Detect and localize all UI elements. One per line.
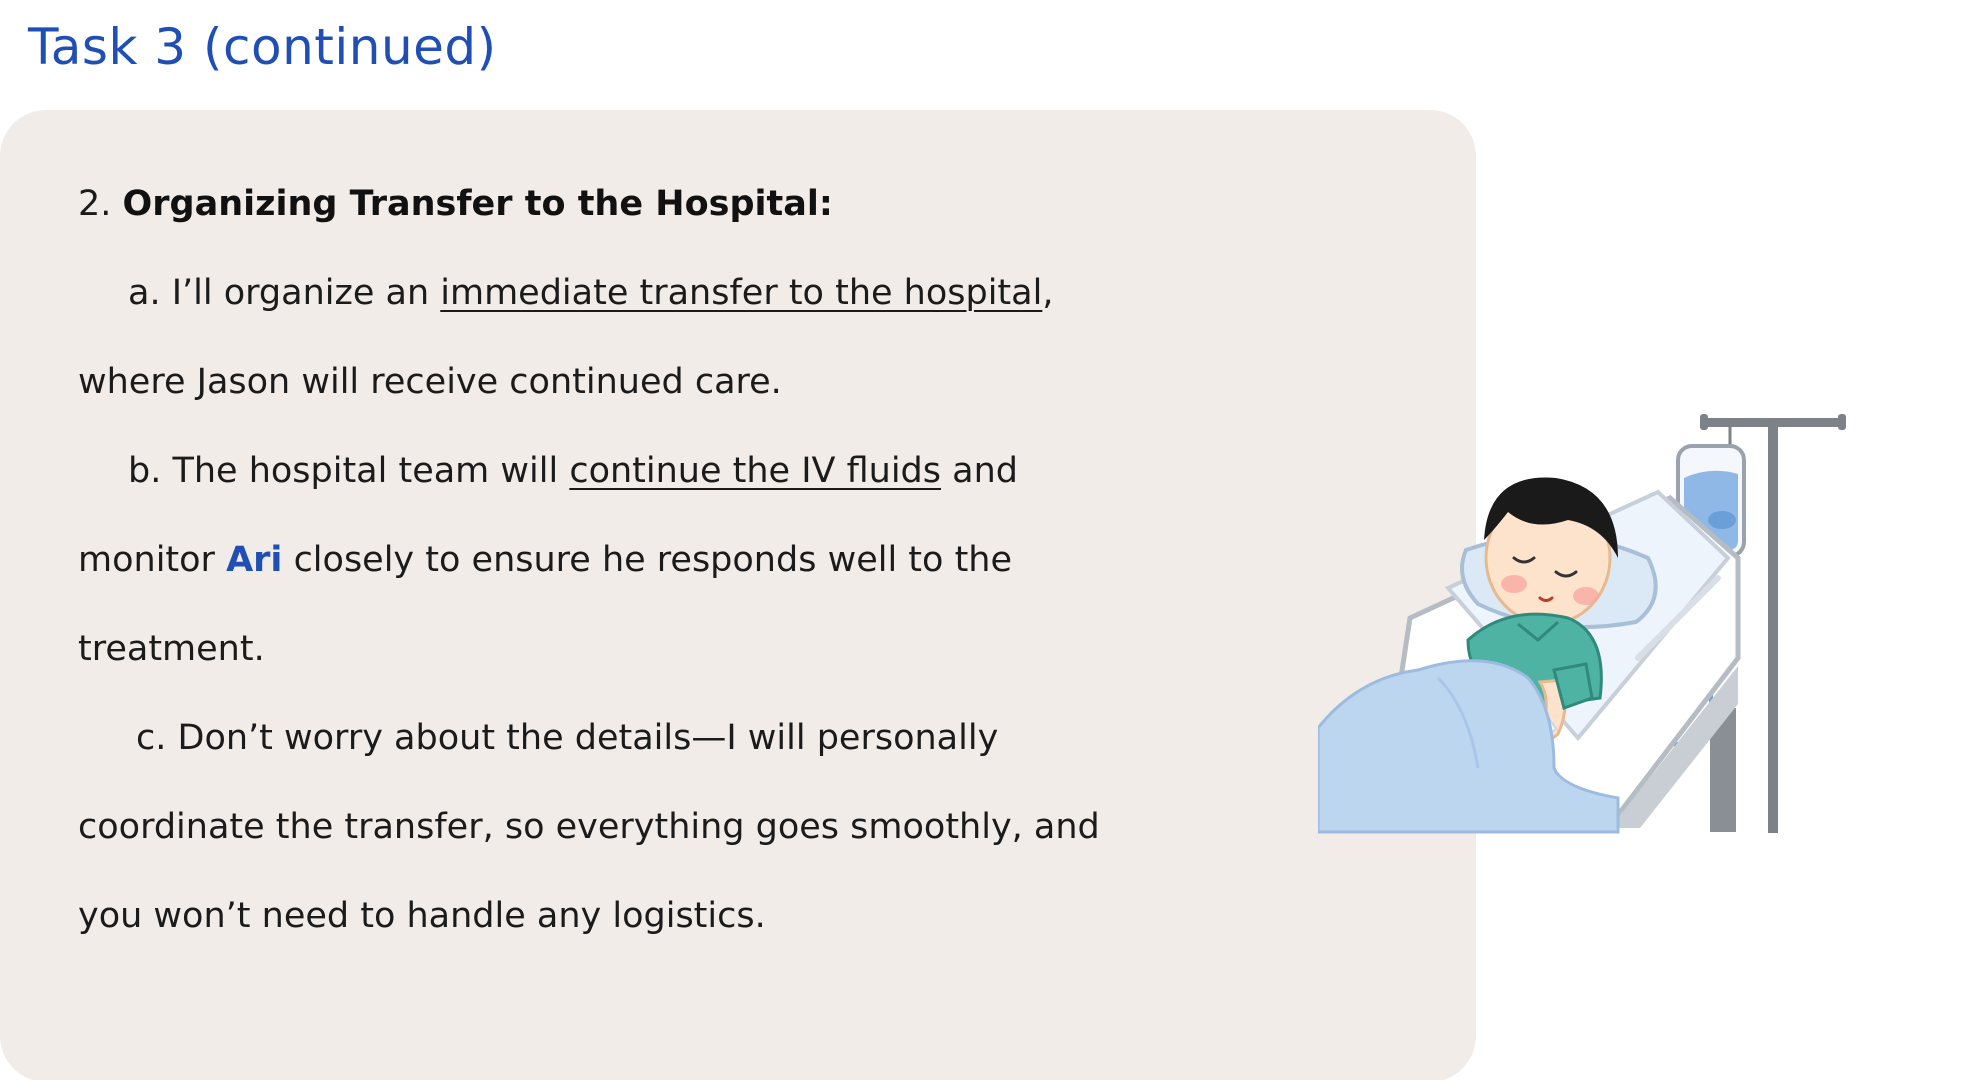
item-b-line-3: treatment. — [78, 629, 265, 669]
item-b-line-1 — [78, 427, 1278, 516]
item-c-line-1: c. Don’t worry about the details—I will personally — [136, 718, 999, 758]
item-a-underlined: immediate transfer to the hospital — [440, 273, 1043, 313]
item-b-prefix: b. The hospital team will — [128, 451, 570, 491]
item-a-line-2: where Jason will receive continued care. — [78, 362, 782, 402]
page-title: Task 3 (continued) — [28, 18, 497, 76]
item-b-line2-prefix: monitor — [78, 540, 227, 580]
patient-name: Ari — [226, 540, 283, 580]
section-number: 2. — [78, 184, 112, 224]
section-heading-text: Organizing Transfer to the Hospital: — [122, 184, 833, 224]
item-b-line-2 — [78, 516, 1278, 605]
item-a-prefix: a. I’ll organize an — [128, 273, 441, 313]
item-a-line-1 — [78, 249, 1278, 338]
content-body — [78, 160, 1278, 961]
item-b-suffix: and — [941, 451, 1018, 491]
item-b-line2-suffix: closely to ensure he responds well to the — [282, 540, 1013, 580]
section-heading — [78, 160, 1278, 249]
item-b-underlined: continue the IV fluids — [569, 451, 941, 491]
item-a-suffix: , — [1042, 273, 1054, 313]
item-c-line-2: coordinate the transfer, so everything goes smoothly, and — [78, 807, 1100, 847]
item-c-line-3: you won’t need to handle any logistics. — [78, 896, 766, 936]
hospital-patient-illustration — [1318, 408, 1858, 838]
